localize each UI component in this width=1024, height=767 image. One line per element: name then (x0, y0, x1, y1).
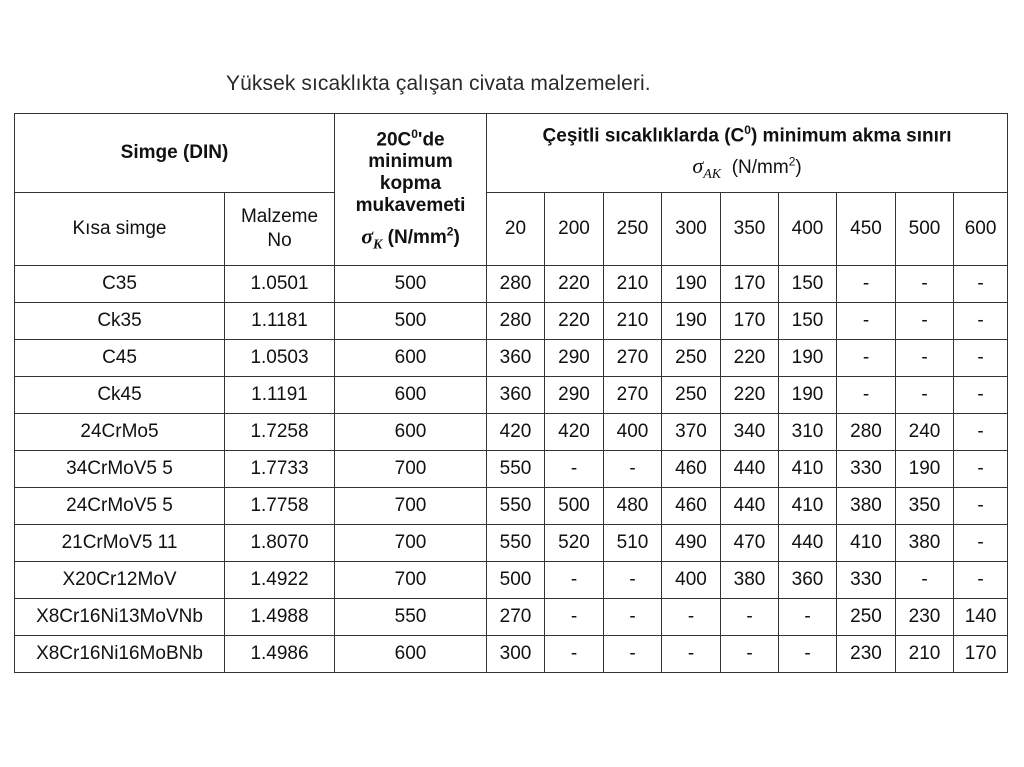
yield-value-cell: - (896, 377, 954, 414)
material-no-cell: 1.4986 (225, 636, 335, 673)
yield-value-cell: 150 (779, 266, 837, 303)
yield-value-cell: 220 (545, 303, 604, 340)
short-symbol-cell: C35 (15, 266, 225, 303)
yield-value-cell: 210 (896, 636, 954, 673)
yield-value-cell: 550 (487, 451, 545, 488)
yield-value-cell: 360 (779, 562, 837, 599)
yield-value-cell: - (721, 599, 779, 636)
yield-value-cell: - (545, 636, 604, 673)
yield-value-cell: 550 (487, 488, 545, 525)
table-row (15, 414, 1008, 451)
material-no-cell: 1.7758 (225, 488, 335, 525)
sigma-ak-symbol: σ (692, 153, 704, 179)
short-symbol-cell: 24CrMoV5 5 (15, 488, 225, 525)
yield-value-cell: - (604, 599, 662, 636)
material-no-cell: 1.1191 (225, 377, 335, 414)
header-temp: 200 (545, 193, 604, 266)
yield-value-cell: 190 (662, 266, 721, 303)
table-row (15, 340, 1008, 377)
yield-value-cell: 280 (837, 414, 896, 451)
yield-value-cell: 330 (837, 451, 896, 488)
yield-value-cell: 420 (545, 414, 604, 451)
header-tensile-strength: $20C^0'de$ minimum kopma mukavemeti $\sigma_K$ $(N/mm^2)$ (335, 114, 487, 266)
yield-value-cell: 310 (779, 414, 837, 451)
yield-value-cell: 270 (604, 377, 662, 414)
table-body (15, 266, 1008, 673)
tensile-strength-cell: 600 (335, 414, 487, 451)
header-symbol-din: Simge (DIN) (15, 114, 335, 193)
material-no-cell: 1.0501 (225, 266, 335, 303)
material-no-cell: 1.0503 (225, 340, 335, 377)
yield-value-cell: - (954, 377, 1008, 414)
yield-value-cell: - (954, 451, 1008, 488)
yield-value-cell: 150 (779, 303, 837, 340)
tensile-strength-cell: 700 (335, 451, 487, 488)
header-temp: 350 (721, 193, 779, 266)
short-symbol-cell: X8Cr16Ni16MoBNb (15, 636, 225, 673)
yield-value-cell: - (837, 266, 896, 303)
yield-value-cell: 170 (721, 266, 779, 303)
yield-value-cell: - (837, 303, 896, 340)
yield-value-cell: - (954, 562, 1008, 599)
yield-value-cell: 210 (604, 266, 662, 303)
bolt-materials-table (14, 113, 1008, 673)
short-symbol-cell: C45 (15, 340, 225, 377)
yield-value-cell: 220 (721, 377, 779, 414)
yield-value-cell: 400 (662, 562, 721, 599)
yield-value-cell: 550 (487, 525, 545, 562)
yield-value-cell: 270 (487, 599, 545, 636)
yield-value-cell: 360 (487, 377, 545, 414)
yield-value-cell: 380 (896, 525, 954, 562)
yield-value-cell: 250 (662, 377, 721, 414)
yield-value-cell: - (604, 636, 662, 673)
yield-value-cell: - (837, 377, 896, 414)
table-row (15, 266, 1008, 303)
yield-value-cell: - (896, 266, 954, 303)
yield-value-cell: 220 (721, 340, 779, 377)
yield-value-cell: - (604, 451, 662, 488)
yield-value-cell: 230 (896, 599, 954, 636)
tensile-strength-cell: 550 (335, 599, 487, 636)
tensile-strength-cell: 500 (335, 266, 487, 303)
short-symbol-cell: Ck45 (15, 377, 225, 414)
header-temp: 250 (604, 193, 662, 266)
yield-value-cell: 300 (487, 636, 545, 673)
tensile-strength-cell: 700 (335, 562, 487, 599)
yield-value-cell: 340 (721, 414, 779, 451)
table-row (15, 562, 1008, 599)
yield-value-cell: 440 (779, 525, 837, 562)
table-row (15, 377, 1008, 414)
material-no-cell: 1.4988 (225, 599, 335, 636)
header-material-no: Malzeme No (225, 193, 335, 266)
material-no-cell: 1.7733 (225, 451, 335, 488)
short-symbol-cell: 24CrMo5 (15, 414, 225, 451)
yield-value-cell: 440 (721, 488, 779, 525)
tensile-strength-cell: 500 (335, 303, 487, 340)
header-temp: 600 (954, 193, 1008, 266)
yield-value-cell: - (954, 488, 1008, 525)
yield-value-cell: 440 (721, 451, 779, 488)
material-no-cell: 1.8070 (225, 525, 335, 562)
yield-value-cell: 480 (604, 488, 662, 525)
yield-value-cell: 500 (487, 562, 545, 599)
yield-value-cell: 290 (545, 340, 604, 377)
yield-value-cell: - (954, 414, 1008, 451)
yield-value-cell: 380 (837, 488, 896, 525)
table-row (15, 303, 1008, 340)
material-no-cell: 1.7258 (225, 414, 335, 451)
short-symbol-cell: X8Cr16Ni13MoVNb (15, 599, 225, 636)
yield-value-cell: 280 (487, 303, 545, 340)
yield-value-cell: 510 (604, 525, 662, 562)
yield-value-cell: 240 (896, 414, 954, 451)
yield-value-cell: 220 (545, 266, 604, 303)
header-short-symbol: Kısa simge (15, 193, 225, 266)
material-no-cell: 1.1181 (225, 303, 335, 340)
yield-value-cell: 190 (896, 451, 954, 488)
yield-value-cell: 290 (545, 377, 604, 414)
yield-value-cell: 280 (487, 266, 545, 303)
yield-value-cell: 500 (545, 488, 604, 525)
header-temp: 20 (487, 193, 545, 266)
yield-value-cell: 410 (779, 488, 837, 525)
yield-value-cell: 520 (545, 525, 604, 562)
short-symbol-cell: 34CrMoV5 5 (15, 451, 225, 488)
short-symbol-cell: 21CrMoV5 11 (15, 525, 225, 562)
yield-value-cell: 190 (662, 303, 721, 340)
tensile-strength-cell: 700 (335, 525, 487, 562)
yield-value-cell: 350 (896, 488, 954, 525)
yield-value-cell: 490 (662, 525, 721, 562)
short-symbol-cell: X20Cr12MoV (15, 562, 225, 599)
yield-value-cell: 270 (604, 340, 662, 377)
yield-value-cell: - (954, 340, 1008, 377)
yield-value-cell: 380 (721, 562, 779, 599)
yield-value-cell: 250 (662, 340, 721, 377)
yield-value-cell: - (545, 599, 604, 636)
yield-value-cell: - (721, 636, 779, 673)
header-temp: 400 (779, 193, 837, 266)
short-symbol-cell: Ck35 (15, 303, 225, 340)
yield-value-cell: - (662, 599, 721, 636)
yield-value-cell: - (954, 266, 1008, 303)
table-row (15, 599, 1008, 636)
yield-value-cell: - (545, 562, 604, 599)
sigma-k-symbol: σ (361, 223, 374, 249)
header-yield-strength: Çeşitli sıcaklıklarda $(C^0)$ minimum akma sınırı $\sigma_{AK}$ $(N/mm^2)$ (487, 114, 1008, 193)
yield-value-cell: - (896, 303, 954, 340)
header-temp: 500 (896, 193, 954, 266)
yield-value-cell: - (662, 636, 721, 673)
tensile-strength-cell: 600 (335, 636, 487, 673)
yield-value-cell: - (837, 340, 896, 377)
yield-value-cell: - (954, 303, 1008, 340)
yield-value-cell: 230 (837, 636, 896, 673)
yield-value-cell: 460 (662, 451, 721, 488)
yield-value-cell: - (779, 636, 837, 673)
header-temp: 300 (662, 193, 721, 266)
yield-value-cell: - (545, 451, 604, 488)
yield-value-cell: - (896, 340, 954, 377)
yield-value-cell: 170 (721, 303, 779, 340)
material-no-cell: 1.4922 (225, 562, 335, 599)
tensile-strength-cell: 600 (335, 340, 487, 377)
table-row (15, 451, 1008, 488)
yield-value-cell: 410 (779, 451, 837, 488)
yield-value-cell: - (779, 599, 837, 636)
yield-value-cell: 410 (837, 525, 896, 562)
yield-value-cell: 330 (837, 562, 896, 599)
tensile-strength-cell: 700 (335, 488, 487, 525)
yield-value-cell: - (954, 525, 1008, 562)
table-row (15, 636, 1008, 673)
header-temp: 450 (837, 193, 896, 266)
yield-value-cell: 210 (604, 303, 662, 340)
table-row (15, 525, 1008, 562)
yield-value-cell: 190 (779, 377, 837, 414)
yield-value-cell: 140 (954, 599, 1008, 636)
yield-value-cell: 170 (954, 636, 1008, 673)
tensile-strength-cell: 600 (335, 377, 487, 414)
yield-value-cell: 420 (487, 414, 545, 451)
table-row (15, 488, 1008, 525)
yield-value-cell: 370 (662, 414, 721, 451)
yield-value-cell: 400 (604, 414, 662, 451)
yield-value-cell: 360 (487, 340, 545, 377)
yield-value-cell: - (896, 562, 954, 599)
yield-value-cell: 460 (662, 488, 721, 525)
yield-value-cell: - (604, 562, 662, 599)
yield-value-cell: 190 (779, 340, 837, 377)
yield-value-cell: 250 (837, 599, 896, 636)
document-title: Yüksek sıcaklıkta çalışan civata malzemeleri. (226, 72, 651, 95)
yield-value-cell: 470 (721, 525, 779, 562)
